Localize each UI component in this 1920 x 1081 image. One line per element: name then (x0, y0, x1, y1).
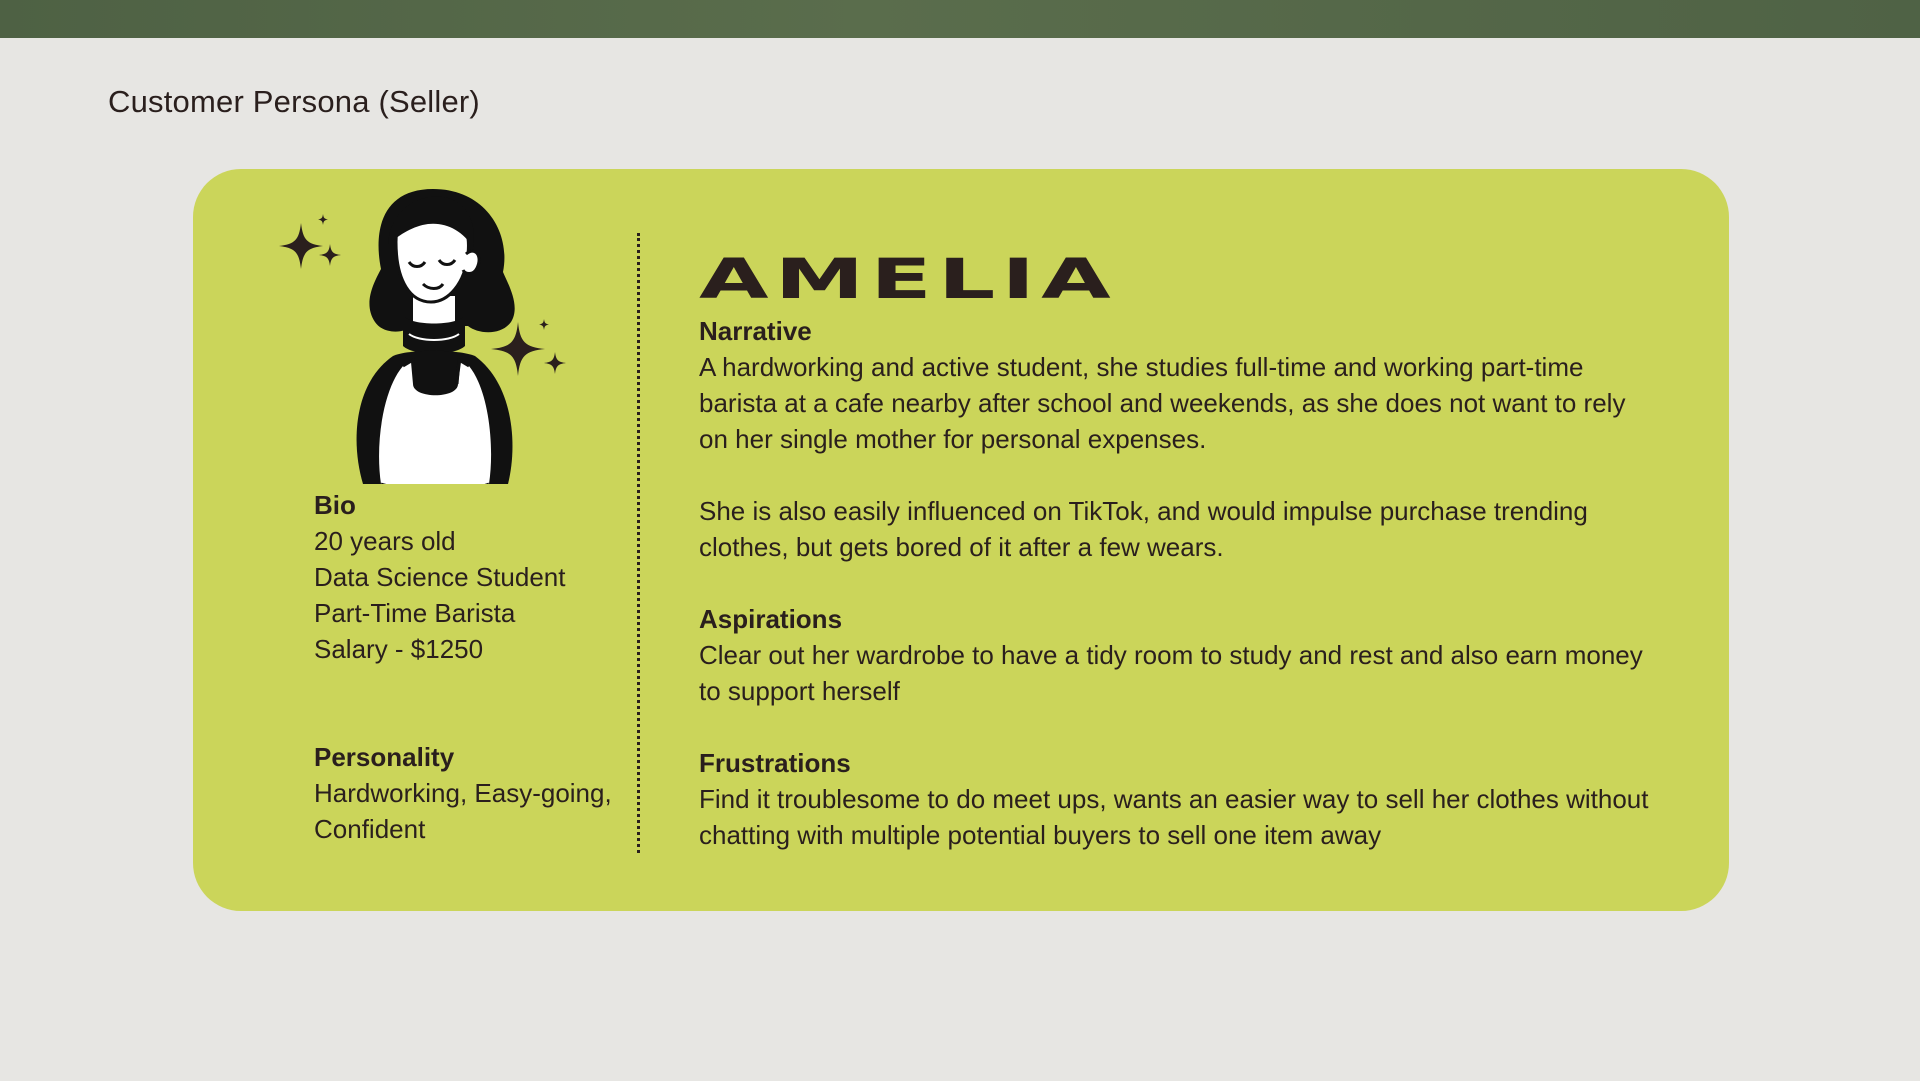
sparkle-icon (279, 214, 341, 269)
bio-salary: Salary - $1250 (314, 634, 484, 664)
bio-job: Part-Time Barista (314, 598, 516, 628)
aspirations-heading: Aspirations (699, 604, 843, 634)
woman-barista-illustration-icon (263, 184, 593, 484)
narrative-paragraph: A hardworking and active student, she studies full-time and working part-time barista at a cafe nearby after school and weekends, as she does not want to rely on her single mother for personal expenses. (699, 352, 1626, 454)
dotted-divider (637, 233, 640, 853)
page-title: Customer Persona (Seller) (108, 84, 480, 119)
personality-traits-line: Hardworking, Easy-going, (314, 778, 612, 808)
bio-age: 20 years old (314, 526, 456, 556)
personality-traits-line: Confident (314, 814, 426, 844)
personality-section (314, 739, 654, 847)
persona-name: AMELIA (699, 246, 1117, 312)
persona-details (699, 246, 1659, 853)
frustrations-heading: Frustrations (699, 748, 851, 778)
bio-section (314, 487, 644, 667)
narrative-paragraph: She is also easily influenced on TikTok, and would impulse purchase trending clothes, but gets bored of it after a few wears. (699, 496, 1588, 562)
bio-heading: Bio (314, 490, 356, 520)
top-banner (0, 0, 1920, 38)
frustrations-text: Find it troublesome to do meet ups, wants an easier way to sell her clothes without chatting with multiple potential buyers to sell one item away (699, 784, 1649, 850)
aspirations-text: Clear out her wardrobe to have a tidy room to study and rest and also earn money to support herself (699, 640, 1643, 706)
narrative-heading: Narrative (699, 316, 812, 346)
persona-card (193, 169, 1729, 911)
personality-heading: Personality (314, 742, 455, 772)
bio-occupation: Data Science Student (314, 562, 566, 592)
